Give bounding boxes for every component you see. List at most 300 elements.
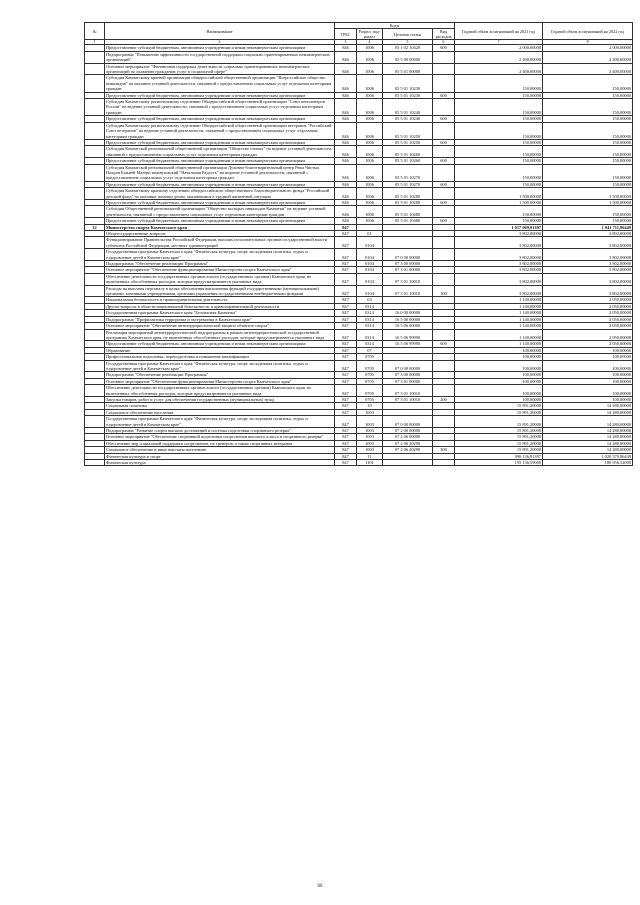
row-amount-2021: 100,00000 — [455, 378, 543, 384]
row-amount-2021: 1 017 069,01397 — [455, 224, 543, 230]
row-expense-type: 600 — [433, 341, 455, 347]
row-amount-2021: 195 136,59000 — [455, 460, 543, 466]
row-amount-2021: 3 802,00000 — [455, 285, 543, 297]
row-section: 0705 — [357, 378, 383, 384]
row-grbs: 846 — [335, 116, 357, 122]
row-expense-type: 600 — [433, 218, 455, 224]
row-section: 0705 — [357, 396, 383, 402]
row-expense-type: 100 — [433, 285, 455, 297]
row-name: Социальная политика — [105, 403, 335, 409]
index-cell: 8 — [543, 40, 633, 45]
row-amount-2022: 2 000,00000 — [543, 45, 633, 51]
row-amount-2022: 14 280,00000 — [543, 409, 633, 415]
row-target-article: 07 0 00 00000 — [383, 416, 433, 428]
row-grbs: 846 — [335, 51, 357, 63]
row-section: 11 — [357, 453, 383, 459]
row-number — [85, 188, 105, 200]
row-name: Закупка товаров, работ и услуг для обеспечения государственных (муниципальных) нужд — [105, 396, 335, 402]
row-grbs: 847 — [335, 273, 357, 285]
header-grbs: ГРБС — [335, 29, 357, 40]
row-target-article: 07 3 01 10010 — [383, 385, 433, 397]
row-target-article: 05 5 01 10280 — [383, 199, 433, 205]
row-number — [85, 460, 105, 466]
row-name: Образование — [105, 347, 335, 353]
row-name: Предоставление субсидий бюджетным, автономным учреждениям и иным некоммерческим организациям — [105, 181, 335, 187]
row-section: 0314 — [357, 316, 383, 322]
row-name: Основное мероприятие "Обеспечение антитеррористической защиты объектов спорта" — [105, 323, 335, 329]
row-number — [85, 237, 105, 249]
row-section: 0314 — [357, 341, 383, 347]
row-amount-2021: 3 802,00000 — [455, 249, 543, 261]
row-amount-2022: 150,00000 — [543, 75, 633, 92]
row-amount-2021: 1 500,00000 — [455, 199, 543, 205]
row-section: 10 — [357, 403, 383, 409]
row-grbs: 846 — [335, 139, 357, 145]
row-section: 1006 — [357, 188, 383, 200]
row-amount-2022: 100,00000 — [543, 354, 633, 360]
table-row — [85, 75, 633, 92]
row-expense-type: 600 — [433, 116, 455, 122]
row-grbs: 847 — [335, 385, 357, 397]
row-expense-type — [433, 237, 455, 249]
row-expense-type — [433, 206, 455, 218]
index-cell: 2 — [105, 40, 335, 45]
row-section: 1006 — [357, 206, 383, 218]
row-section: 0314 — [357, 303, 383, 309]
row-target-article: 07 3 00 00000 — [383, 261, 433, 267]
row-amount-2021: 996 136,81397 — [455, 453, 543, 459]
row-grbs: 847 — [335, 224, 357, 230]
row-name: Обеспечение мер социальной поддержки спортсменов, их тренеров, а также спортивных ветеранов — [105, 440, 335, 446]
row-number — [85, 273, 105, 285]
row-section: 0104 — [357, 267, 383, 273]
row-grbs: 847 — [335, 428, 357, 434]
row-grbs: 847 — [335, 249, 357, 261]
row-amount-2021: 15 891,20000 — [455, 434, 543, 440]
row-amount-2022: 100,00000 — [543, 372, 633, 378]
row-name: Основное мероприятие "Обеспечение спортивной подготовки спортсменов высокого класса и спортивного резерва" — [105, 434, 335, 440]
row-section: 0104 — [357, 237, 383, 249]
row-amount-2022: 100,00000 — [543, 378, 633, 384]
header-target: Целевая статья — [383, 29, 433, 40]
row-number — [85, 249, 105, 261]
row-amount-2021: 100,00000 — [455, 354, 543, 360]
row-amount-2022: 2 050,00000 — [543, 323, 633, 329]
row-name: Подпрограмма "Профилактика терроризма и экстремизма в Камчатском крае" — [105, 316, 335, 322]
row-number — [85, 146, 105, 158]
row-name: Другие вопросы в области национальной безопасности и правоохранительной деятельности — [105, 303, 335, 309]
row-section: 0104 — [357, 249, 383, 261]
row-amount-2022: 1 041 711,86449 — [543, 224, 633, 230]
row-expense-type — [433, 460, 455, 466]
table-row — [85, 164, 633, 181]
row-target-article: 05 5 01 10230 — [383, 92, 433, 98]
row-target-article: 07 2 06 20290 — [383, 440, 433, 446]
row-amount-2021: 150,00000 — [455, 99, 543, 116]
row-amount-2022: 100,00000 — [543, 347, 633, 353]
row-grbs: 847 — [335, 261, 357, 267]
row-grbs: 847 — [335, 329, 357, 341]
table-row — [85, 188, 633, 200]
row-name: Предоставление субсидий бюджетным, автономным учреждениям и иным некоммерческим организациям — [105, 341, 335, 347]
row-amount-2021: 100,00000 — [455, 385, 543, 397]
table-row — [85, 99, 633, 116]
row-name: Подпрограмма "Развитие спорта высших достижений и системы подготовки спортивного резерва" — [105, 428, 335, 434]
row-section: 0104 — [357, 273, 383, 285]
index-cell: 6 — [433, 40, 455, 45]
row-target-article: 05 5 01 10270 — [383, 164, 433, 181]
row-name: Функционирование Правительства Российской Федерации, высших исполнительных органов государственной власти субъектов Российской Федерации, местных администраций — [105, 237, 335, 249]
row-section: 0705 — [357, 354, 383, 360]
row-amount-2022: 150,00000 — [543, 146, 633, 158]
index-cell: 5 — [383, 40, 433, 45]
row-name: Общегосударственные вопросы — [105, 231, 335, 237]
row-target-article: 05 5 01 10260 — [383, 146, 433, 158]
row-section: 0705 — [357, 372, 383, 378]
row-number — [85, 75, 105, 92]
table-row — [85, 122, 633, 139]
row-section: 0705 — [357, 360, 383, 372]
row-amount-2022: 3 802,00000 — [543, 237, 633, 249]
row-grbs: 846 — [335, 146, 357, 158]
row-section: 1003 — [357, 409, 383, 415]
row-name: Социальное обеспечение и иные выплаты населению — [105, 447, 335, 453]
row-target-article: 07 3 01 00000 — [383, 378, 433, 384]
row-amount-2022: 14 280,00000 — [543, 416, 633, 428]
row-name: Субсидия Общественной региональной организации "Общество молодых инвалидов Камчатки" на ведение уставной деятельности, связанной с предоставлением социальных услуг отдельным категориям граждан — [105, 206, 335, 218]
row-amount-2021: 3 802,00000 — [455, 267, 543, 273]
row-amount-2022: 3 802,00000 — [543, 267, 633, 273]
row-number — [85, 329, 105, 341]
header-no: № — [85, 23, 105, 40]
row-grbs: 846 — [335, 92, 357, 98]
row-number — [85, 206, 105, 218]
row-target-article: 05 5 00 00000 — [383, 51, 433, 63]
row-section: 0705 — [357, 385, 383, 397]
table-row — [85, 51, 633, 63]
row-section: 1006 — [357, 199, 383, 205]
row-name: Государственная программа Камчатского края "Безопасная Камчатка" — [105, 310, 335, 316]
page-number: 60 — [317, 884, 323, 889]
row-expense-type — [433, 122, 455, 139]
index-cell: 3 — [335, 40, 357, 45]
row-target-article: 16 5 00 00000 — [383, 316, 433, 322]
row-number — [85, 63, 105, 75]
row-amount-2021: 1 140,00000 — [455, 341, 543, 347]
row-amount-2022: 14 280,00000 — [543, 434, 633, 440]
row-section: 1006 — [357, 99, 383, 116]
row-grbs: 847 — [335, 341, 357, 347]
row-amount-2022: 14 280,00000 — [543, 440, 633, 446]
row-section: 0314 — [357, 329, 383, 341]
row-name: Основное мероприятие "Финансовая поддержка деятельности социально ориентированных некоммерческих организаций по оказанию гражданам услуг в социальной сфере" — [105, 63, 335, 75]
row-section: 1006 — [357, 218, 383, 224]
row-amount-2021: 150,00000 — [455, 218, 543, 224]
row-grbs: 846 — [335, 181, 357, 187]
row-name: Предоставление субсидий бюджетным, автономным учреждениям и иным некоммерческим организациям — [105, 158, 335, 164]
row-grbs: 847 — [335, 416, 357, 428]
row-target-article: 16 5 06 99990 — [383, 329, 433, 341]
row-amount-2022: 180 956,52000 — [543, 460, 633, 466]
row-name: Подпрограмма "Обеспечение реализации Программы" — [105, 261, 335, 267]
row-number — [85, 360, 105, 372]
row-target-article: 05 5 01 00000 — [383, 63, 433, 75]
row-grbs: 847 — [335, 378, 357, 384]
row-amount-2022: 150,00000 — [543, 206, 633, 218]
row-amount-2022: 3 802,00000 — [543, 249, 633, 261]
row-amount-2022: 2 400,00000 — [543, 63, 633, 75]
row-amount-2022: 150,00000 — [543, 139, 633, 145]
row-amount-2022: 3 802,00000 — [543, 273, 633, 285]
row-grbs: 846 — [335, 99, 357, 116]
table-row — [85, 285, 633, 297]
row-number — [85, 51, 105, 63]
row-amount-2021: 1 140,00000 — [455, 323, 543, 329]
row-amount-2022: 2 050,00000 — [543, 341, 633, 347]
row-target-article: 07 3 01 00000 — [383, 267, 433, 273]
row-grbs: 847 — [335, 231, 357, 237]
row-name: Реализация мероприятий антитеррористической подпрограммы в рамках антитеррористической государственной программы Камчатского края, не включенных обособленных расходов, которые предусматриваются указанных вида — [105, 329, 335, 341]
row-grbs: 846 — [335, 188, 357, 200]
row-amount-2021: 15 891,20000 — [455, 409, 543, 415]
row-section: 1006 — [357, 139, 383, 145]
row-grbs: 847 — [335, 323, 357, 329]
row-section: 1006 — [357, 51, 383, 63]
row-amount-2022: 150,00000 — [543, 99, 633, 116]
budget-table — [84, 22, 633, 466]
row-amount-2021: 2 000,00000 — [455, 45, 543, 51]
row-expense-type: 300 — [433, 447, 455, 453]
row-amount-2021: 3 802,00000 — [455, 273, 543, 285]
row-target-article: 07 3 01 10010 — [383, 273, 433, 285]
row-amount-2021: 150,00000 — [455, 158, 543, 164]
row-target-article: 16 5 06 00000 — [383, 323, 433, 329]
row-grbs: 846 — [335, 164, 357, 181]
row-target-article: 16 5 06 99990 — [383, 341, 433, 347]
row-amount-2022: 14 280,00000 — [543, 403, 633, 409]
row-section: 0104 — [357, 261, 383, 267]
row-section: 1006 — [357, 122, 383, 139]
row-amount-2022: 150,00000 — [543, 116, 633, 122]
row-name: Основное мероприятие "Обеспечение функционирования Министерства спорта Камчатского края" — [105, 378, 335, 384]
row-expense-type — [433, 416, 455, 428]
row-number — [85, 385, 105, 397]
row-target-article — [383, 460, 433, 466]
row-name: Социальное обеспечение населения — [105, 409, 335, 415]
row-name: Подпрограмма "Повышение эффективности государственной поддержки социально ориентированных некоммерческих организаций" — [105, 51, 335, 63]
row-target-article — [383, 237, 433, 249]
row-target-article: 05 5 01 10260 — [383, 158, 433, 164]
row-expense-type — [433, 99, 455, 116]
row-expense-type: 600 — [433, 199, 455, 205]
row-target-article: 05 1 02 10420 — [383, 45, 433, 51]
row-amount-2021: 150,00000 — [455, 139, 543, 145]
row-amount-2021: 15 891,20000 — [455, 416, 543, 428]
row-target-article: 05 5 01 10240 — [383, 116, 433, 122]
row-amount-2021: 3 802,00000 — [455, 261, 543, 267]
row-amount-2021: 150,00000 — [455, 92, 543, 98]
row-section: 1003 — [357, 447, 383, 453]
row-amount-2021: 15 891,20000 — [455, 403, 543, 409]
row-amount-2021: 3 802,00000 — [455, 237, 543, 249]
row-grbs: 846 — [335, 206, 357, 218]
row-name: Обеспечение деятельности государственных органов власти (государственных органов) Камчатского края, не включенных обособленных расходов, которые предусматриваются указанных вида — [105, 385, 335, 397]
row-grbs: 847 — [335, 310, 357, 316]
row-amount-2022: 100,00000 — [543, 385, 633, 397]
row-name: Предоставление субсидий бюджетным, автономным учреждениям и иным некоммерческим организациям — [105, 116, 335, 122]
row-target-article: 16 0 00 00000 — [383, 310, 433, 316]
table-row — [85, 385, 633, 397]
row-target-article: 07 0 00 00000 — [383, 360, 433, 372]
row-number — [85, 99, 105, 116]
row-name: Физическая культура — [105, 460, 335, 466]
row-section: 1006 — [357, 116, 383, 122]
row-amount-2021: 3 802,00000 — [455, 231, 543, 237]
row-target-article: 05 5 01 10270 — [383, 181, 433, 187]
row-section: 1003 — [357, 434, 383, 440]
row-grbs: 847 — [335, 440, 357, 446]
row-amount-2021: 150,00000 — [455, 146, 543, 158]
row-target-article: 07 2 06 00000 — [383, 434, 433, 440]
row-amount-2021: 100,00000 — [455, 372, 543, 378]
row-expense-type — [433, 385, 455, 397]
row-amount-2021: 1 140,00000 — [455, 297, 543, 303]
row-section: 03 — [357, 297, 383, 303]
row-amount-2021: 1 140,00000 — [455, 316, 543, 322]
row-section: 07 — [357, 347, 383, 353]
row-name: Субсидия Камчатской региональной общественной организации "Общество слепых" на ведение уставной деятельности, связанной с предоставлением социальных услуг отдельным категориям граждан — [105, 146, 335, 158]
row-section: 1006 — [357, 75, 383, 92]
row-grbs: 847 — [335, 396, 357, 402]
row-number — [85, 285, 105, 297]
row-name: Предоставление субсидий бюджетным, автономным учреждениям и иным некоммерческим организациям — [105, 45, 335, 51]
row-grbs: 847 — [335, 347, 357, 353]
row-number — [85, 122, 105, 139]
header-codes: Коды — [335, 23, 455, 29]
row-grbs: 847 — [335, 267, 357, 273]
row-target-article: 07 0 00 00000 — [383, 249, 433, 261]
row-amount-2022: 3 802,00000 — [543, 285, 633, 297]
header-2021: Годовой объем ассигнований на 2021 год — [455, 23, 543, 40]
row-expense-type — [433, 329, 455, 341]
row-target-article: 07 3 00 00000 — [383, 372, 433, 378]
row-target-article: 05 5 01 10480 — [383, 206, 433, 218]
row-name: Предоставление субсидий бюджетным, автономным учреждениям и иным некоммерческим организациям — [105, 92, 335, 98]
row-grbs: 847 — [335, 354, 357, 360]
row-name: Физическая культура и спорт — [105, 453, 335, 459]
row-expense-type: 600 — [433, 92, 455, 98]
index-cell: 4 — [357, 40, 383, 45]
row-amount-2022: 2 050,00000 — [543, 316, 633, 322]
row-amount-2022: 14 280,00000 — [543, 428, 633, 434]
row-grbs: 847 — [335, 316, 357, 322]
row-expense-type: 200 — [433, 396, 455, 402]
row-amount-2021: 1 140,00000 — [455, 310, 543, 316]
row-expense-type — [433, 249, 455, 261]
row-expense-type: 600 — [433, 158, 455, 164]
index-cell: 7 — [455, 40, 543, 45]
row-grbs: 847 — [335, 447, 357, 453]
table-row — [85, 460, 633, 466]
row-grbs: 847 — [335, 285, 357, 297]
row-amount-2022: 150,00000 — [543, 158, 633, 164]
row-amount-2021: 15 891,20000 — [455, 428, 543, 434]
row-grbs: 847 — [335, 434, 357, 440]
row-name: Министерство спорта Камчатского края — [105, 224, 335, 230]
row-target-article: 05 5 01 10250 — [383, 122, 433, 139]
row-name: Субсидия Камчатскому краевому отделению общероссийского общественного благотворительного фонда "Российский детский фонд" на оказание помощи детям, оказавшимся в трудной жизненной ситуации — [105, 188, 335, 200]
row-section: 1003 — [357, 440, 383, 446]
header-section: Раздел, под-раздел — [357, 29, 383, 40]
row-expense-type — [433, 360, 455, 372]
row-amount-2022: 150,00000 — [543, 122, 633, 139]
row-grbs: 847 — [335, 303, 357, 309]
row-amount-2021: 100,00000 — [455, 396, 543, 402]
row-grbs: 846 — [335, 75, 357, 92]
table-row — [85, 146, 633, 158]
row-section: 1006 — [357, 146, 383, 158]
row-amount-2022: 150,00000 — [543, 181, 633, 187]
budget-table-sheet — [84, 22, 632, 466]
row-grbs: 846 — [335, 122, 357, 139]
row-amount-2022: 1 020 379,86449 — [543, 453, 633, 459]
row-name: Предоставление субсидий бюджетным, автономным учреждениям и иным некоммерческим организациям — [105, 199, 335, 205]
table-row — [85, 329, 633, 341]
row-section: 1006 — [357, 164, 383, 181]
row-name: Субсидия Камчатской региональной общественной организации Духовно-благотворительный центр Реки Чистых Покров Божией Матери межвузовский "Начальная Радость" на ведение уставной деятельности, связанной с предоставлением социальных услуг отдельным категориям граждан — [105, 164, 335, 181]
index-cell: 1 — [85, 40, 105, 45]
table-row — [85, 416, 633, 428]
row-amount-2022: 1 500,00000 — [543, 188, 633, 200]
row-amount-2021: 1 500,00000 — [455, 188, 543, 200]
row-name: Субсидия Камчатскому краевой организации общероссийской общественной организации "Всероссийское общество инвалидов" на оказание уставной деятельности, связанной с предоставлением социальных услуг отдельным категориям граждан — [105, 75, 335, 92]
row-section: 1006 — [357, 45, 383, 51]
row-target-article: 05 5 01 10280 — [383, 188, 433, 200]
row-expense-type — [433, 51, 455, 63]
row-expense-type — [433, 164, 455, 181]
row-amount-2022: 1 500,00000 — [543, 199, 633, 205]
row-amount-2022: 2 050,00000 — [543, 303, 633, 309]
row-target-article: 05 5 01 10240 — [383, 99, 433, 116]
table-row — [85, 63, 633, 75]
row-amount-2021: 2 400,00000 — [455, 63, 543, 75]
row-target-article: 05 5 01 10480 — [383, 218, 433, 224]
header-name: Наименование — [105, 23, 335, 40]
row-amount-2021: 1 140,00000 — [455, 329, 543, 341]
row-grbs: 847 — [335, 237, 357, 249]
row-expense-type — [433, 146, 455, 158]
row-amount-2022: 3 802,00000 — [543, 261, 633, 267]
row-section: 1003 — [357, 416, 383, 428]
row-expense-type — [433, 63, 455, 75]
row-section: 0314 — [357, 310, 383, 316]
row-amount-2021: 150,00000 — [455, 164, 543, 181]
row-amount-2021: 2 400,00000 — [455, 51, 543, 63]
row-name: Субсидия Камчатскому региональному отделению Общероссийской общественной организации ветеранов "Российский Союз ветеранов" на ведение уставной деятельности, связанной с предоставлением социальных услуг отдельным категориям граждан — [105, 122, 335, 139]
row-grbs: 846 — [335, 158, 357, 164]
table-body — [85, 45, 633, 466]
row-target-article: 05 5 01 10250 — [383, 139, 433, 145]
row-section: 1006 — [357, 92, 383, 98]
row-name: Обеспечение деятельности государственных органов власти (государственных органов) Камчатского края, не включенных обособленных расходов, которые предусматриваются указанных вида — [105, 273, 335, 285]
row-target-article: 07 2 06 20290 — [383, 447, 433, 453]
row-section: 1003 — [357, 428, 383, 434]
row-section: 1006 — [357, 63, 383, 75]
row-amount-2022: 150,00000 — [543, 164, 633, 181]
header-2022: Годовой объем ассигнований на 2022 год — [543, 23, 633, 40]
row-amount-2022: 2 050,00000 — [543, 297, 633, 303]
row-number — [85, 416, 105, 428]
